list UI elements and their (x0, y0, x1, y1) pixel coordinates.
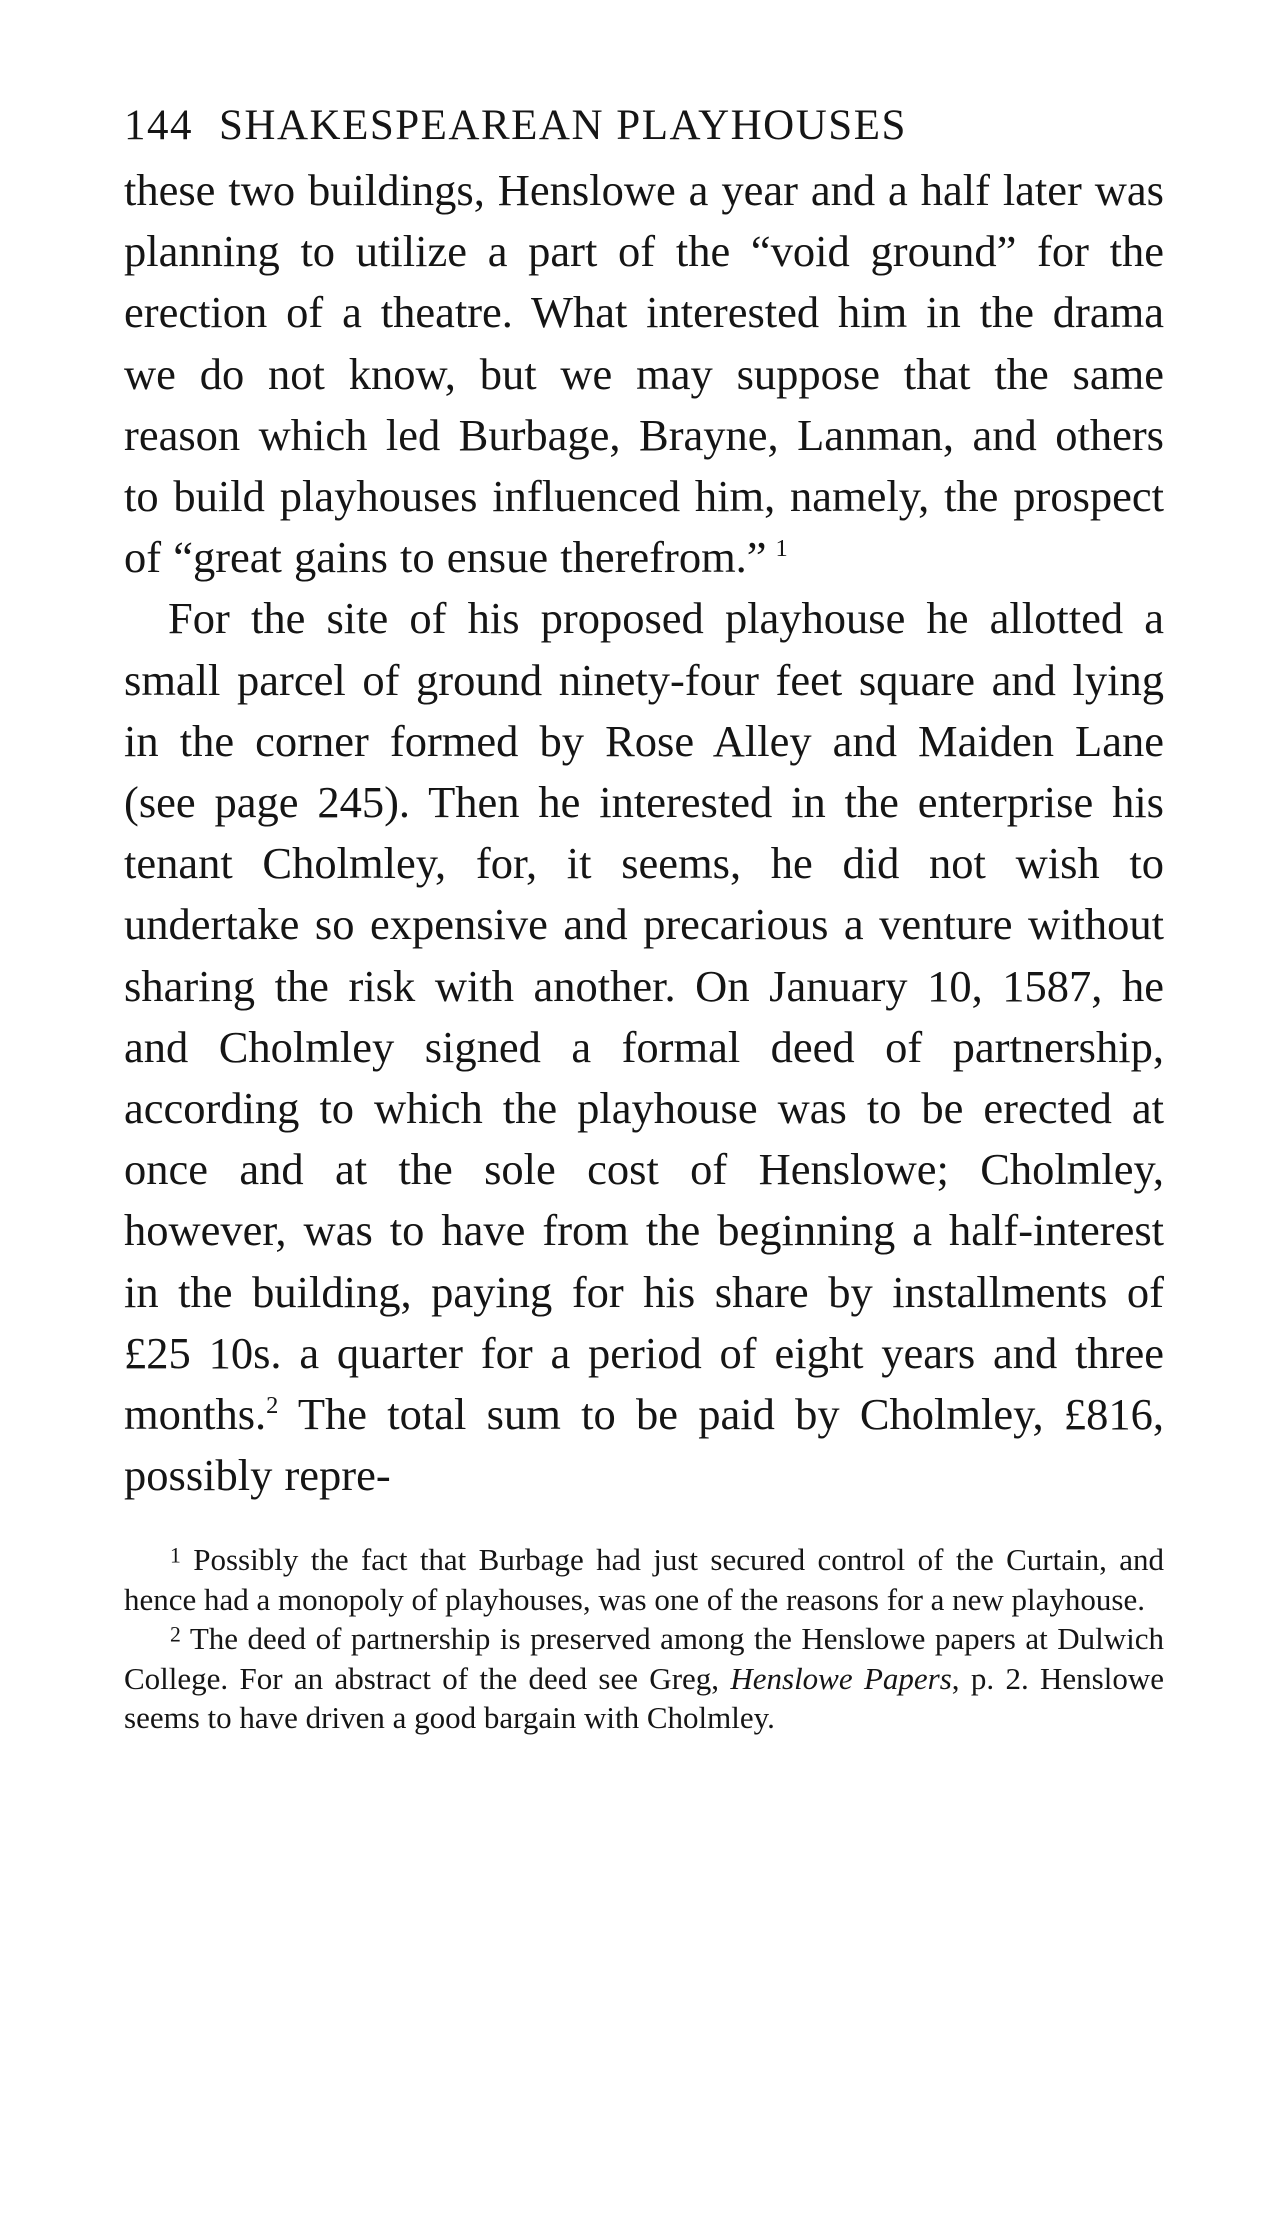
paragraph-1 (124, 160, 1164, 588)
footnote-2-book-title: Henslowe Papers (730, 1660, 952, 1696)
page-number: 144 (124, 102, 193, 149)
footnote-ref-2: 2 (266, 1392, 279, 1420)
footnote-2 (124, 1619, 1164, 1738)
paragraph-2 (124, 588, 1164, 1506)
footnotes (124, 1540, 1164, 1738)
running-title: SHAKESPEAREAN PLAYHOUSES (219, 102, 907, 149)
footnote-1-mark: 1 (170, 1543, 181, 1568)
paragraph-1-text: these two buildings, Henslowe a year and a half later was planning to utilize a part of the “void ground” for the erection of a theatre. What interested him in the drama we do not know, but we may suppose that the same reason which led Burbage, Brayne, Lanman, and others to build playhouses influenced him, namely, the prospect of “great gains to ensue therefrom.” (124, 165, 1164, 583)
footnote-ref-1: 1 (775, 535, 788, 563)
footnote-1-text: Possibly the fact that Burbage had just secured control of the Curtain, and hence had a monopoly of playhouses, was one of the reasons for a new playhouse. (124, 1542, 1164, 1617)
main-text (124, 160, 1164, 1506)
footnote-separator (124, 1506, 1164, 1540)
footnote-1 (124, 1540, 1164, 1619)
footnote-2-text-before: The deed of partnership is preserved among the Henslowe papers at Dulwich College. For an abstract of the deed see Greg, (124, 1621, 1164, 1696)
paragraph-2-text-a: For the site of his proposed playhouse he allotted a small parcel of ground ninety-four feet square and lying in the corner formed by Rose Alley and Maiden Lane (see page 245). Then he interested in the enterprise his tenant Cholmley, for, it seems, he did not wish to undertake so expensive and precarious a venture without sharing the risk with another. On January 10, 1587, he and Cholmley signed a formal deed of partnership, according to which the playhouse was to be erected at once and at the sole cost of Henslowe; Cholmley, however, was to have from the beginning a half-interest in the building, paying for his share by installments of £25 10s. a quarter for a period of eight years and three months. (124, 593, 1164, 1440)
paragraph-2-text-b: The total sum to be paid by Cholmley, £816, possibly repre- (124, 1389, 1164, 1501)
footnote-2-mark: 2 (170, 1622, 181, 1647)
footnote-2-text-after: , p. 2. Henslowe seems to have driven a good bargain with Cholmley. (124, 1660, 1164, 1736)
book-page (124, 96, 1164, 1738)
running-head (124, 96, 1164, 156)
